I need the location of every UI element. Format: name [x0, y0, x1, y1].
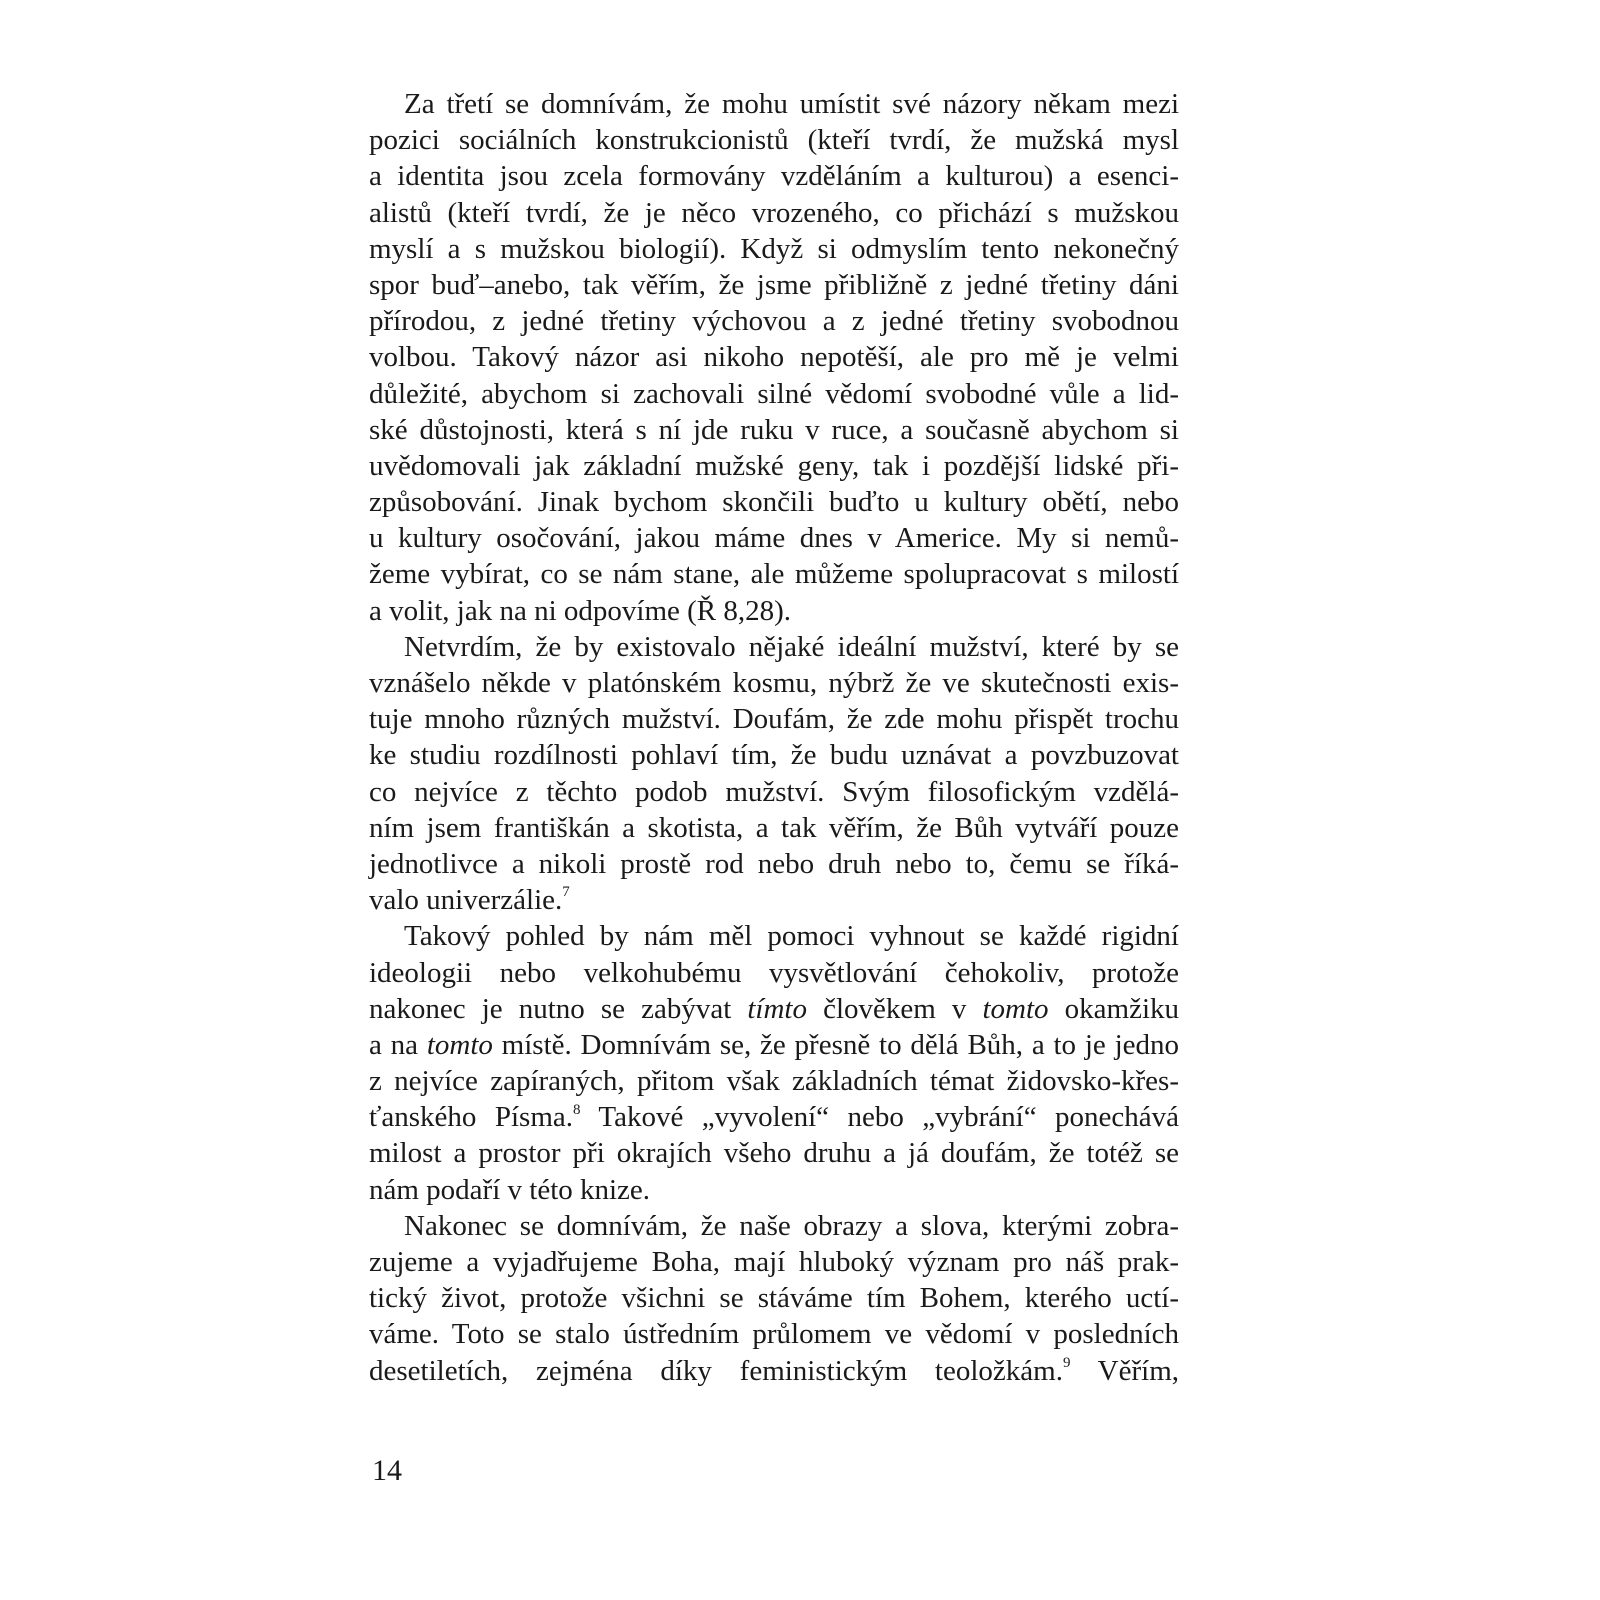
text-line: tuje mnoho různých mužství. Doufám, že zde mohu přispět trochu	[369, 703, 1179, 736]
text-segment: okamžiku	[1048, 992, 1180, 1025]
text-line: váme. Toto se stalo ústředním průlomem ve vědomí v posledních	[369, 1318, 1179, 1351]
emphasis-text: tímto	[747, 992, 807, 1025]
text-line: ské důstojnosti, která s ní jde ruku v ruce, a současně abychom si	[369, 413, 1179, 446]
emphasis-text: tomto	[426, 1028, 493, 1061]
emphasis-text: tomto	[982, 992, 1049, 1025]
paragraph-1	[369, 86, 1179, 629]
text-line: přírodou, z jedné třetiny výchovou a z jedné třetiny svobodnou	[369, 305, 1179, 338]
footnote-reference: 8	[573, 1101, 581, 1118]
text-line: Netvrdím, že by existovalo nějaké ideální mužství, které by se	[404, 630, 1179, 663]
text-segment: člověkem v	[807, 992, 983, 1025]
text-segment: místě. Domnívám se, že přesně to dělá Bůh, a to je jedno	[492, 1028, 1179, 1061]
text-segment: Takové „vyvolení“ nebo „vybrání“ ponechává	[580, 1101, 1180, 1134]
text-line: nám podaří v této knize.	[369, 1173, 651, 1206]
body-text	[369, 86, 1179, 1389]
text-line: co nejvíce z těchto podob mužství. Svým filosofickým vzdělá-	[369, 775, 1179, 808]
text-line: Nakonec se domnívám, že naše obrazy a slova, kterými zobra-	[404, 1209, 1179, 1242]
text-line: myslí a s mužskou biologií). Když si odmyslím tento nekonečný	[369, 232, 1179, 265]
page-number: 14	[372, 1454, 402, 1487]
text-line: způsobování. Jinak bychom skončili buďto u kultury obětí, nebo	[369, 486, 1179, 519]
text-line: ideologii nebo velkohubému vysvětlování čehokoliv, protože	[369, 956, 1179, 989]
text-line: alistů (kteří tvrdí, že je něco vrozeného, co přichází s mužskou	[369, 196, 1179, 229]
paragraph-3	[369, 918, 1179, 1208]
text-segment: ťanského Písma.	[369, 1101, 574, 1134]
text-segment: valo univerzálie.	[369, 884, 563, 917]
footnote-reference: 9	[1062, 1354, 1071, 1371]
text-line: žeme vybírat, co se nám stane, ale můžeme spolupracovat s milostí	[369, 558, 1179, 591]
text-segment: desetiletích, zejména díky feministickým teoložkám.	[369, 1354, 1063, 1387]
text-line: Za třetí se domnívám, že mohu umístit své názory někam mezi	[404, 88, 1179, 120]
text-segment: Věřím,	[1070, 1354, 1180, 1387]
text-line: z nejvíce zapíraných, přitom však základních témat židovsko-křes-	[369, 1065, 1179, 1098]
text-line: tický život, protože všichni se stáváme tím Bohem, kterého uctí-	[369, 1282, 1179, 1315]
paragraph-2	[369, 629, 1179, 919]
text-segment: nakonec je nutno se zabývat	[369, 992, 748, 1025]
text-line: uvědomovali jak základní mužské geny, tak i pozdější lidské při-	[369, 449, 1179, 482]
text-line	[369, 991, 1179, 1027]
text-line	[369, 1353, 1179, 1389]
text-line: jednotlivce a nikoli prostě rod nebo druh nebo to, čemu se říká-	[369, 847, 1179, 880]
paragraph-4	[369, 1208, 1179, 1389]
text-line: vznášelo někde v platónském kosmu, nýbrž že ve skutečnosti exis-	[369, 667, 1179, 699]
text-line: a volit, jak na ni odpovíme (Ř 8,28).	[369, 594, 792, 627]
text-line: ním jsem františkán a skotista, a tak věřím, že Bůh vytváří pouze	[369, 811, 1179, 844]
text-line: pozici sociálních konstrukcionistů (kteří tvrdí, že mužská mysl	[369, 124, 1179, 157]
text-line: důležité, abychom si zachovali silné vědomí svobodné vůle a lid-	[369, 377, 1179, 410]
footnote-reference: 7	[562, 884, 570, 901]
text-line: zujeme a vyjadřujeme Boha, mají hluboký význam pro náš prak-	[369, 1246, 1179, 1278]
text-line: spor buď–anebo, tak věřím, že jsme přibližně z jedné třetiny dáni	[369, 268, 1179, 301]
text-line	[369, 1027, 1179, 1063]
text-line: milost a prostor při okrajích všeho druhu a já doufám, že totéž se	[369, 1137, 1179, 1170]
text-line: Takový pohled by nám měl pomoci vyhnout se každé rigidní	[404, 920, 1179, 953]
text-line: u kultury osočování, jakou máme dnes v Americe. My si nemů-	[369, 522, 1179, 555]
text-segment: a na	[369, 1028, 427, 1061]
text-line	[369, 1099, 1179, 1135]
text-line: ke studiu rozdílnosti pohlaví tím, že budu uznávat a povzbuzovat	[369, 739, 1179, 772]
text-line: a identita jsou zcela formovány vzděláním a kulturou) a esenci-	[369, 160, 1179, 193]
text-line	[369, 882, 1179, 918]
text-line: volbou. Takový názor asi nikoho nepotěší, ale pro mě je velmi	[369, 341, 1179, 374]
